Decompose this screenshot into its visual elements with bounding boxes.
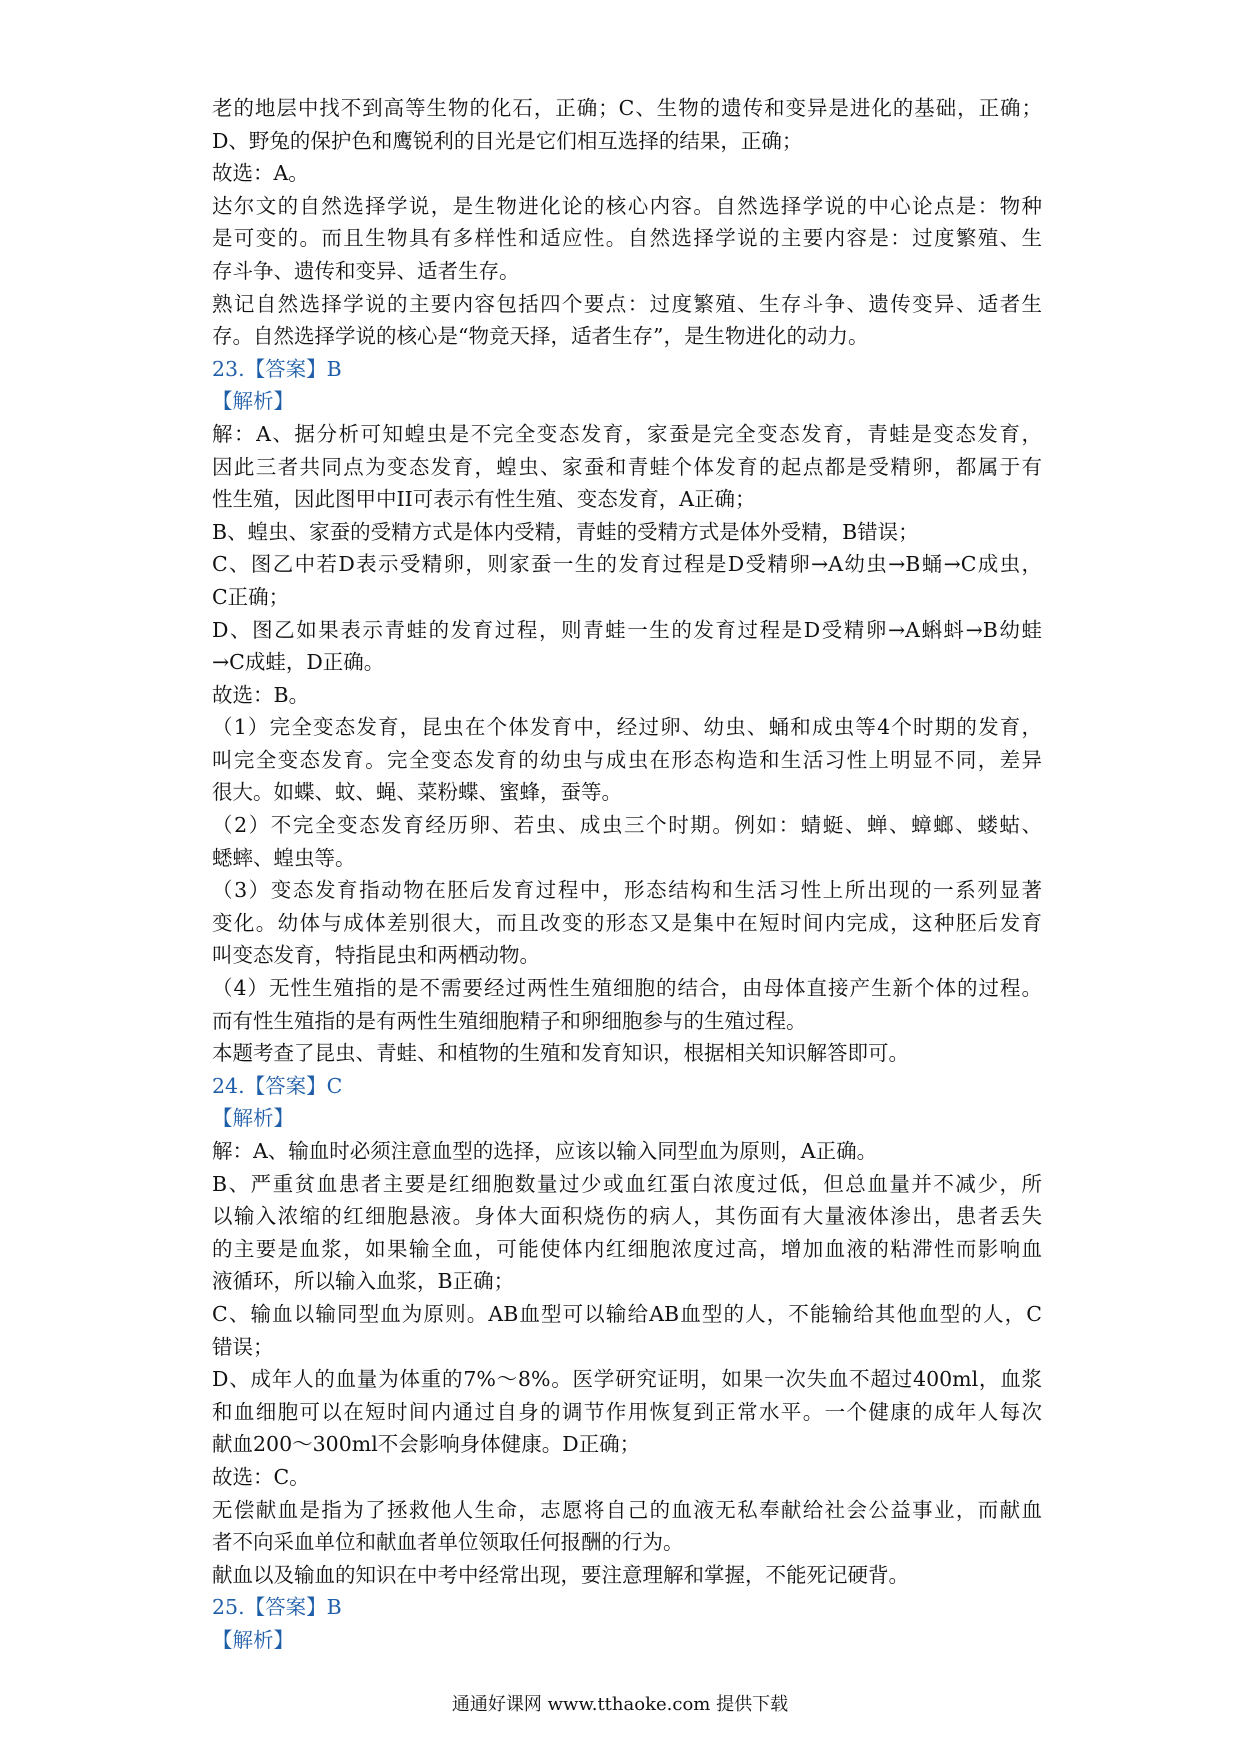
text-line: 存。自然选择学说的核心是“物竞天择，适者生存”，是生物进化的动力。 — [212, 324, 869, 349]
analysis-tag: 【解析】 — [212, 1106, 294, 1131]
analysis-tag: 【解析】 — [212, 1627, 294, 1652]
text-line: D、成年人的血量为体重的7%～8%。医学研究证明，如果一次失血不超过400ml，血浆 — [212, 1367, 1042, 1392]
text-line: 和血细胞可以在短时间内通过自身的调节作用恢复到正常水平。一个健康的成年人每次 — [212, 1399, 1042, 1424]
text-line: 无偿献血是指为了拯救他人生命，志愿将自己的血液无私奉献给社会公益事业，而献血 — [212, 1497, 1042, 1522]
text-line: 蟋蟀、蝗虫等。 — [212, 845, 356, 870]
text-line: 故选：A。 — [212, 161, 309, 186]
page-footer: 通通好课网 www.tthaoke.com 提供下载 — [451, 1694, 789, 1715]
text-line: 以输入浓缩的红细胞悬液。身体大面积烧伤的病人，其伤面有大量液体渗出，患者丢失 — [212, 1204, 1042, 1229]
text-line: C正确； — [212, 584, 290, 609]
text-line: D、图乙如果表示青蛙的发育过程，则青蛙一生的发育过程是D受精卵→A蝌蚪→B幼蛙 — [212, 617, 1042, 642]
text-line: 解：A、输血时必须注意血型的选择，应该以输入同型血为原则，A正确。 — [212, 1139, 878, 1163]
text-line: →C成蛙，D正确。 — [212, 650, 385, 675]
text-line: 故选：B。 — [212, 682, 310, 707]
text-line: 存斗争、遗传和变异、适者生存。 — [212, 258, 520, 283]
text-line: 因此三者共同点为变态发育，蝗虫、家蚕和青蛙个体发育的起点都是受精卵，都属于有 — [212, 454, 1042, 479]
text-line: 性生殖，因此图甲中II可表示有性生殖、变态发育，A正确； — [212, 487, 756, 512]
text-line: 老的地层中找不到高等生物的化石，正确；C、生物的遗传和变异是进化的基础，正确； — [212, 96, 1042, 120]
text-line: （4）无性生殖指的是不需要经过两性生殖细胞的结合，由母体直接产生新个体的过程。 — [212, 976, 1042, 1001]
answer-heading: 25.【答案】B — [212, 1595, 342, 1620]
text-line: 解：A、据分析可知蝗虫是不完全变态发育，家蚕是完全变态发育，青蛙是变态发育， — [212, 421, 1042, 446]
text-line: B、严重贫血患者主要是红细胞数量过少或血红蛋白浓度过低，但总血量并不减少，所 — [212, 1171, 1042, 1196]
text-line: 而有性生殖指的是有两性生殖细胞精子和卵细胞参与的生殖过程。 — [212, 1008, 807, 1033]
text-line: 献血200～300ml不会影响身体健康。D正确； — [212, 1432, 641, 1457]
text-line: 的主要是血浆，如果输全血，可能使体内红细胞浓度过高，增加血液的粘滞性而影响血 — [212, 1236, 1042, 1261]
text-line: 叫完全变态发育。完全变态发育的幼虫与成虫在形态构造和生活习性上明显不同，差异 — [212, 747, 1042, 772]
text-line: 故选：C。 — [212, 1464, 310, 1489]
text-line: 叫变态发育，特指昆虫和两栖动物。 — [212, 943, 540, 968]
text-line: 本题考查了昆虫、青蛙、和植物的生殖和发育知识，根据相关知识解答即可。 — [212, 1041, 909, 1066]
answer-heading: 24.【答案】C — [212, 1073, 343, 1098]
text-line: （1）完全变态发育，昆虫在个体发育中，经过卵、幼虫、蛹和成虫等4个时期的发育， — [212, 715, 1042, 740]
text-line: 液循环，所以输入血浆，B正确； — [212, 1269, 515, 1294]
text-line: D、野兔的保护色和鹰锐利的目光是它们相互选择的结果，正确； — [212, 128, 803, 153]
text-line: C、图乙中若D表示受精卵，则家蚕一生的发育过程是D受精卵→A幼虫→B蛹→C成虫， — [212, 552, 1042, 577]
text-line: 是可变的。而且生物具有多样性和适应性。自然选择学说的主要内容是：过度繁殖、生 — [212, 226, 1042, 251]
text-line: 达尔文的自然选择学说，是生物进化论的核心内容。自然选择学说的中心论点是：物种 — [212, 193, 1042, 218]
text-line: 变化。幼体与成体差别很大，而且改变的形态又是集中在短时间内完成，这种胚后发育 — [212, 910, 1042, 935]
text-line: 熟记自然选择学说的主要内容包括四个要点：过度繁殖、生存斗争、遗传变异、适者生 — [212, 291, 1042, 316]
text-line: C、输血以输同型血为原则。AB血型可以输给AB血型的人，不能输给其他血型的人，C — [212, 1301, 1042, 1326]
answer-heading: 23.【答案】B — [212, 356, 342, 381]
text-line: 者不向采血单位和献血者单位领取任何报酬的行为。 — [212, 1530, 684, 1555]
text-line: B、蝗虫、家蚕的受精方式是体内受精，青蛙的受精方式是体外受精，B错误； — [212, 519, 919, 544]
text-line: 很大。如蝶、蚊、蝇、菜粉蝶、蜜蜂，蚕等。 — [212, 780, 622, 805]
text-line: 错误； — [212, 1334, 274, 1359]
analysis-tag: 【解析】 — [212, 389, 294, 414]
text-line: 献血以及输血的知识在中考中经常出现，要注意理解和掌握，不能死记硬背。 — [212, 1562, 909, 1587]
text-line: （2）不完全变态发育经历卵、若虫、成虫三个时期。例如：蜻蜓、蝉、蟑螂、蝼蛄、 — [212, 813, 1042, 838]
document-body — [212, 92, 1042, 1657]
text-line: （3）变态发育指动物在胚后发育过程中，形态结构和生活习性上所出现的一系列显著 — [212, 878, 1042, 903]
